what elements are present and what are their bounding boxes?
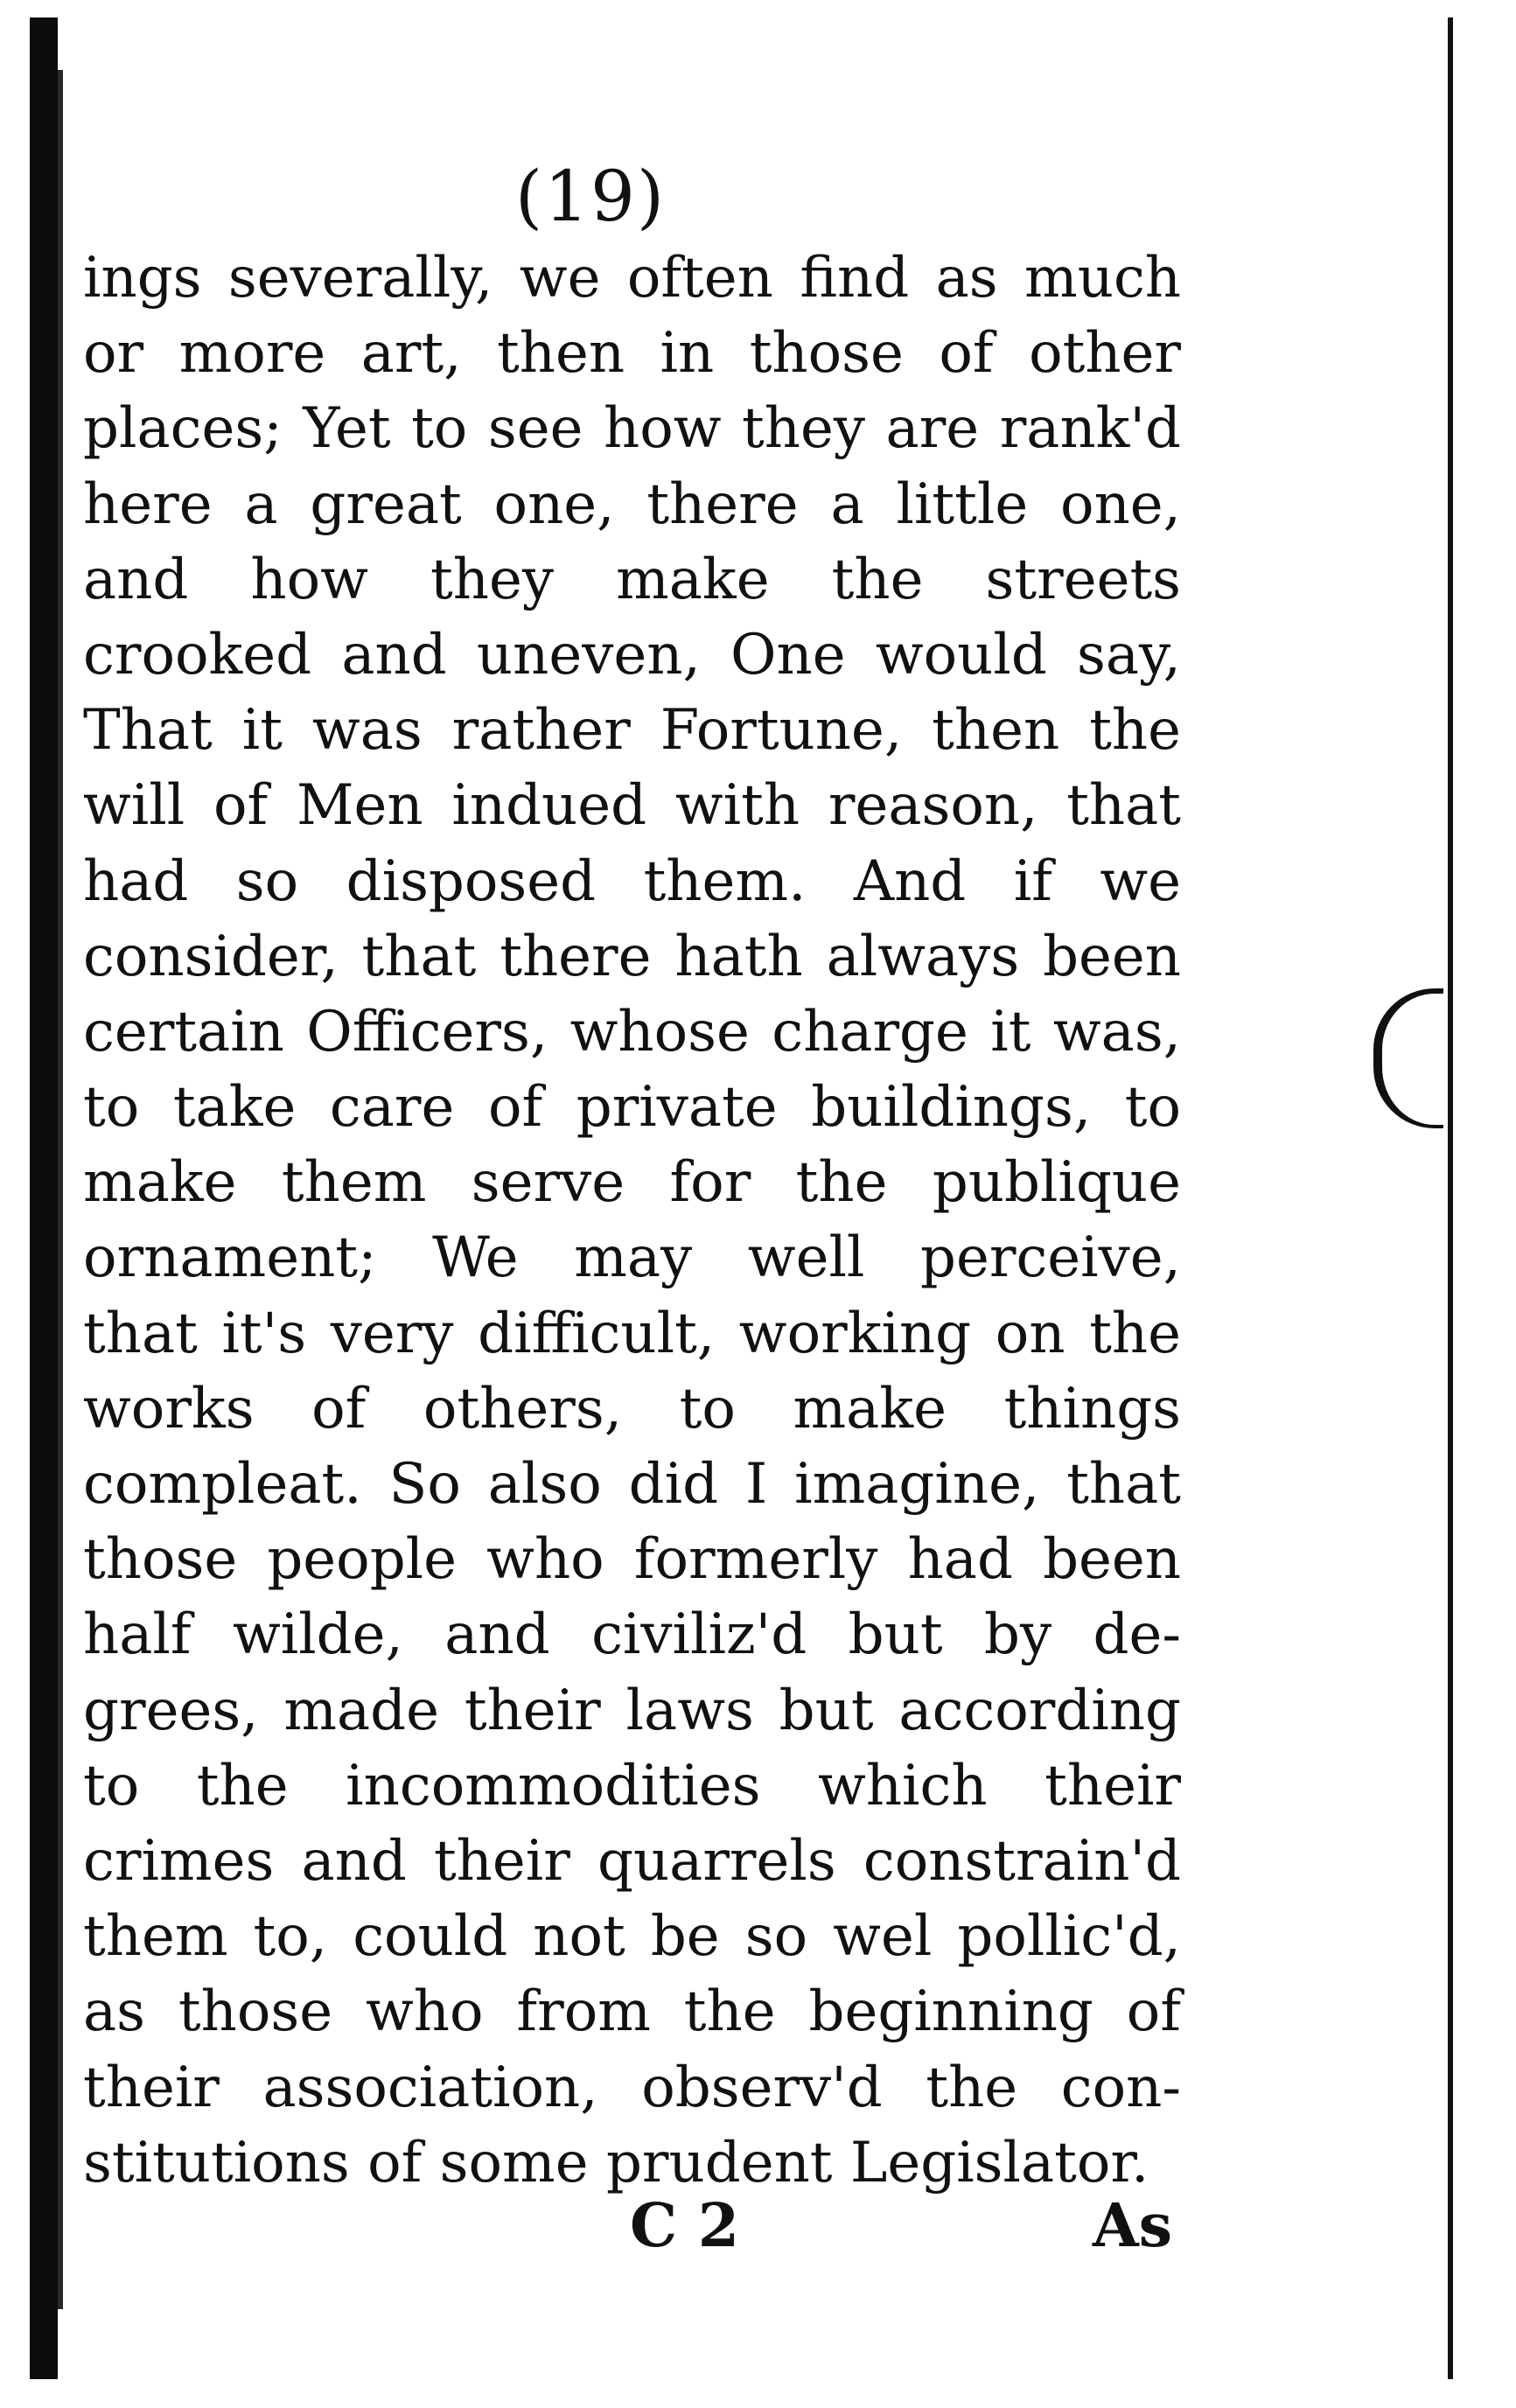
text-line: them to, could not be so wel pollic'd, [83,1904,1181,1970]
text-line: crimes and their quarrels constrain'd [83,1828,1181,1894]
page-footer [83,2187,1181,2265]
text-line: grees, made their laws but according [83,1678,1181,1743]
binding-edge-left [30,17,58,2379]
edge-ink-mark [1373,988,1443,1128]
text-line: certain Officers, whose charge it was, [83,999,1181,1064]
text-line: as those who from the beginning of [83,1979,1181,2045]
text-line: places; Yet to see how they are rank'd [83,396,1181,462]
text-line: those people who formerly had been [83,1527,1181,1593]
text-line: That it was rather Fortune, then the [83,698,1181,764]
text-line: their association, observ'd the con- [83,2055,1181,2120]
text-line: works of others, to make things [83,1376,1181,1441]
text-line: and how they make the streets [83,547,1181,612]
text-line: stitutions of some prudent Legislator. [83,2130,1149,2195]
text-line: ings severally, we often find as much [83,246,1181,311]
binding-shadow [58,70,63,2309]
text-line: half wilde, and civiliz'd but by de- [83,1602,1181,1668]
text-line: to take care of private buildings, to [83,1075,1181,1141]
signature-mark: C 2 [630,2191,740,2261]
text-line: here a great one, there a little one, [83,471,1181,537]
text-line: crooked and uneven, One would say, [83,622,1181,688]
text-line: ornament; We may well perceive, [83,1225,1181,1291]
page-edge-right [1448,17,1453,2379]
text-line: or more art, then in those of other [83,321,1181,387]
body-text [83,241,1181,2201]
catchword: As [1092,2191,1172,2261]
text-line: compleat. So also did I imagine, that [83,1452,1181,1517]
text-line: to the incommodities which their [83,1753,1181,1818]
page-number: (19) [514,156,667,237]
text-line: make them serve for the publique [83,1150,1181,1216]
text-line: consider, that there hath always been [83,924,1181,989]
text-line: will of Men indued with reason, that [83,773,1181,839]
text-line: that it's very difficult, working on the [83,1301,1181,1366]
text-line: had so disposed them. And if we [83,848,1181,914]
